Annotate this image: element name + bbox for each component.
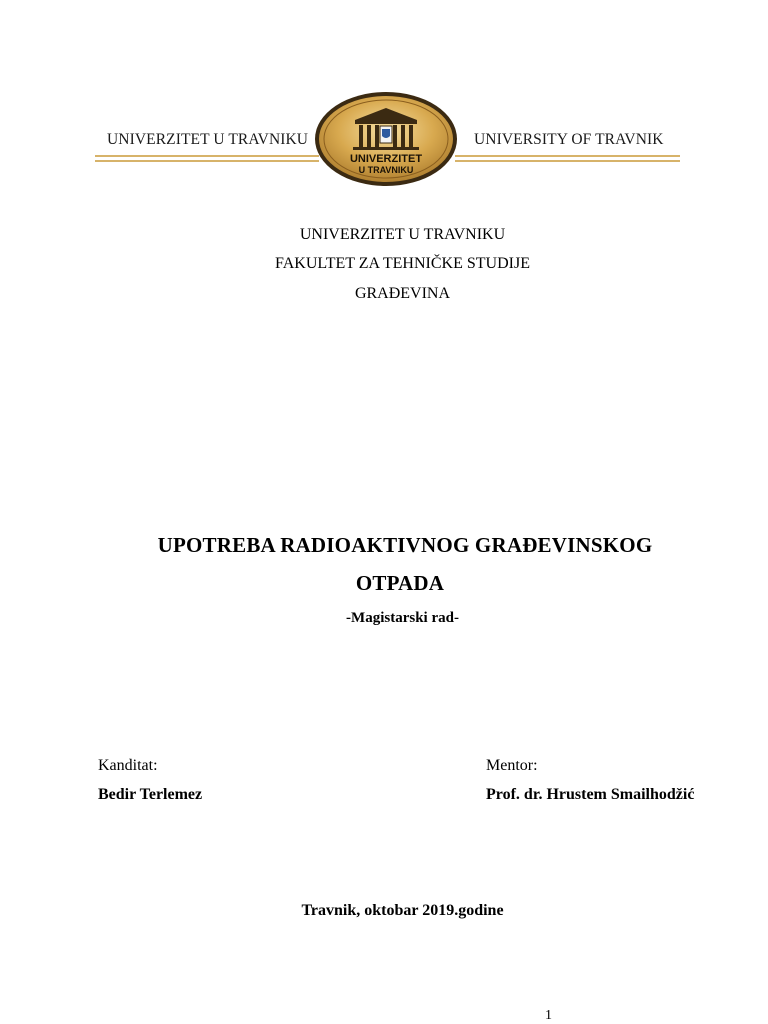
header-rule-right-bottom [455,160,680,162]
thesis-title-line-1: UPOTREBA RADIOAKTIVNOG GRAĐEVINSKOG [157,533,653,557]
faculty-name: FAKULTET ZA TEHNIČKE STUDIJE [275,255,530,272]
mentor-label: Mentor: [486,757,538,774]
svg-text:U TRAVNIKU: U TRAVNIKU [358,165,414,175]
university-seal-icon [313,90,459,188]
department-name: GRAĐEVINA [354,285,451,302]
header-rule-left-bottom [95,160,319,162]
svg-text:UNIVERZITET: UNIVERZITET [349,153,423,165]
candidate-name: Bedir Terlemez [98,786,203,803]
candidate-label: Kanditat: [98,757,158,774]
page-number: 1 [545,1008,552,1023]
header-rule-left-top [95,155,319,157]
thesis-title-line-2: OTPADA [355,571,445,595]
thesis-subtitle: -Magistarski rad- [346,610,459,626]
university-name: UNIVERZITET U TRAVNIKU [299,226,506,243]
header-right-text: UNIVERSITY OF TRAVNIK [474,131,664,148]
university-logo [313,90,459,188]
mentor-name: Prof. dr. Hrustem Smailhodžić [486,786,695,803]
place-and-date: Travnik, oktobar 2019.godine [301,902,504,919]
header-rule-right-top [455,155,680,157]
header-left-text: UNIVERZITET U TRAVNIKU [107,131,309,148]
